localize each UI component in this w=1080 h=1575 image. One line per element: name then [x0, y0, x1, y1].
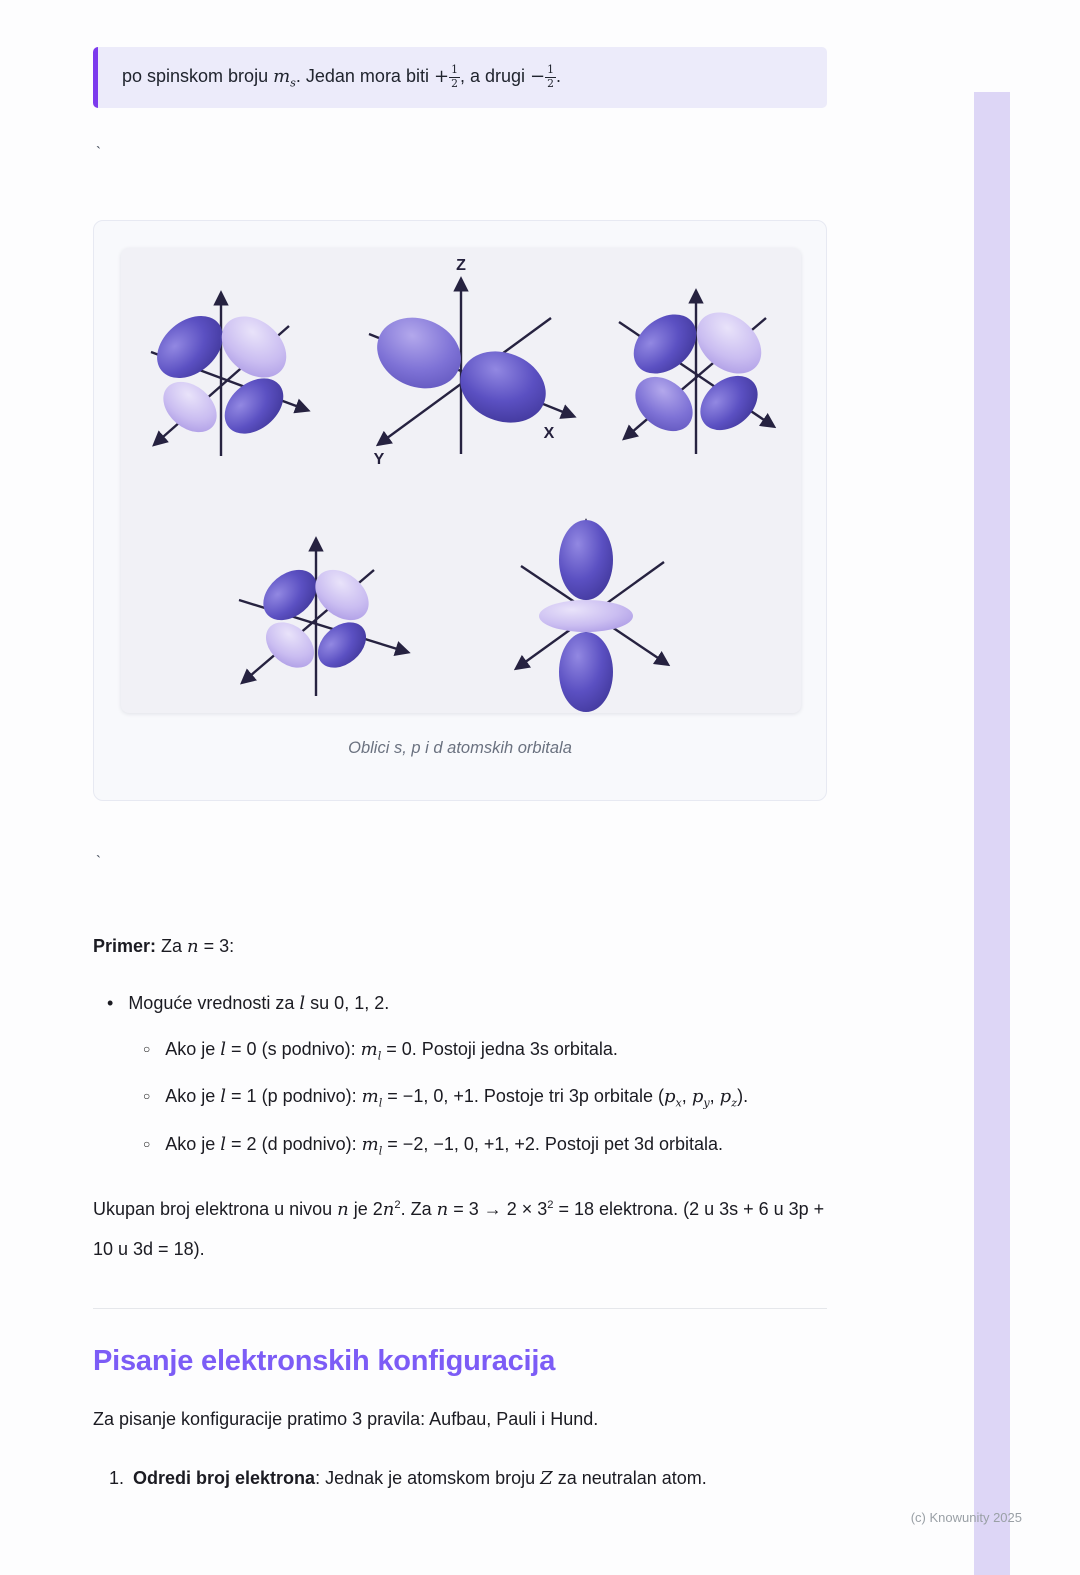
callout-text: po spinskom broju $m_s$. Jedan mora biti + $\frac{1}{2}$ , a drugi − $\frac{1}{2}$ .	[122, 63, 561, 90]
page-content	[93, 47, 827, 1492]
list-item	[93, 1082, 827, 1112]
sub-bullet-icon: ○	[143, 1136, 151, 1151]
list-item-text: Moguće vrednosti za l su 0, 1, 2.	[128, 992, 390, 1014]
section-intro: Za pisanje konfiguracije pratimo 3 pravila: Aufbau, Pauli i Hund.	[93, 1409, 599, 1430]
orbital-dz2-bottom-right	[517, 520, 667, 712]
electron-count-paragraph: Ukupan broj elektrona u nivou n je $2n^2$. Za $n = 3 \to 2 \times 3^2 = 18$ elektrona. (2 u 3s + 6 u 3p + 10 u 3d = 18).	[93, 1198, 825, 1259]
stray-backtick-1: `	[96, 143, 101, 161]
callout-note	[93, 47, 827, 108]
sub-bullet-icon: ○	[143, 1041, 151, 1056]
axis-label-y: Y	[373, 450, 385, 468]
list-item-text: Ako je l = 0 (s podnivo): $m_l = 0$. Postoji jedna 3s orbitala.	[165, 1038, 618, 1063]
orbital-d-top-right	[619, 292, 773, 454]
orbitals-image	[121, 248, 801, 713]
orbital-d-bottom-left	[239, 540, 407, 696]
stray-backtick-2: `	[96, 852, 101, 870]
sub-bullet-icon: ○	[143, 1089, 151, 1104]
orbital-p-middle	[366, 257, 573, 468]
section-heading: Pisanje elektronskih konfiguracija	[93, 1345, 556, 1378]
bullet-list	[93, 990, 827, 1160]
primer-label: Primer:	[93, 935, 157, 956]
right-scroll-strip[interactable]	[974, 92, 1010, 1575]
step-text: Odredi broj elektrona: Jednak je atomskom broju Z za neutralan atom.	[133, 1468, 707, 1490]
numbered-step	[93, 1465, 827, 1492]
list-item	[93, 1035, 827, 1065]
step-number: 1.	[109, 1468, 125, 1489]
orbital-d-top-left	[145, 294, 307, 456]
list-item-text: Ako je l = 1 (p podnivo): $m_l = -1$, 0, +1. Postoje tri 3p orbitale ($p_x$, $p_y$, $p_z$).	[165, 1086, 749, 1110]
figure-caption: Oblici s, p i d atomskih orbitala	[348, 738, 572, 757]
list-item	[93, 1130, 827, 1160]
bullet-icon: •	[107, 992, 114, 1013]
list-item	[93, 990, 827, 1018]
axis-label-z: Z	[456, 256, 466, 274]
copyright: (c) Knowunity 2025	[910, 1510, 1022, 1525]
list-item-text: Ako je l = 2 (d podnivo): $m_l = -2$, −1, 0, +1, +2. Postoji pet 3d orbitala.	[165, 1133, 724, 1158]
figure-card	[93, 220, 827, 801]
primer-line	[93, 933, 827, 960]
divider	[93, 1308, 827, 1309]
primer-text: Za n = 3:	[156, 935, 235, 957]
axis-label-x: X	[543, 424, 555, 442]
